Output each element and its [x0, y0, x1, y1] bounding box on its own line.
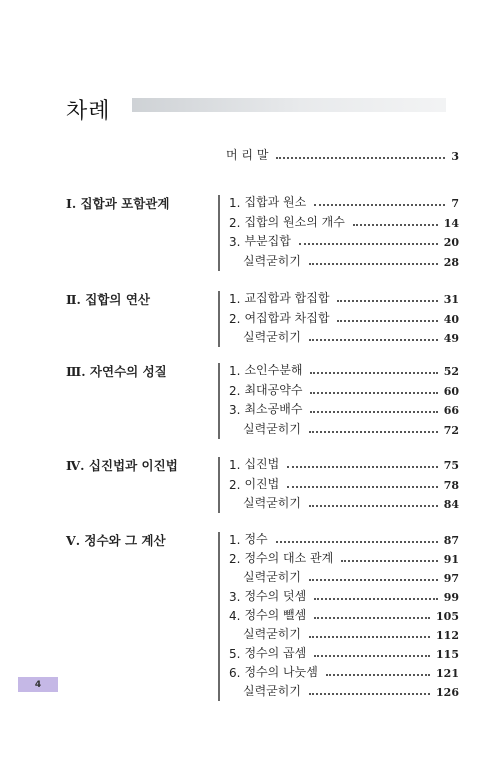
entry-label: 최대공약수	[244, 382, 303, 397]
entry-label: 실력굳히기	[243, 496, 301, 510]
preface-entry[interactable]	[226, 147, 459, 163]
dot-leader	[276, 541, 438, 543]
entry-label: 소인수분해	[244, 363, 303, 377]
dot-leader	[309, 636, 430, 638]
entry-number: 1.	[229, 458, 241, 472]
entry-label: 정수의 나눗셈	[244, 665, 318, 679]
page-number: 87	[443, 534, 459, 547]
page-number: 78	[443, 478, 459, 492]
page-number: 126	[436, 686, 459, 699]
dot-leader	[310, 392, 437, 394]
page-number: 115	[436, 648, 459, 661]
part-heading: Ⅴ. 정수와 그 계산	[66, 533, 166, 548]
entry-label: 최소공배수	[244, 402, 303, 416]
toc-entry[interactable]	[229, 382, 459, 398]
entry-number: 1.	[229, 196, 241, 210]
part-heading: Ⅰ. 집합과 포함관계	[66, 196, 170, 211]
entry-number: 4.	[229, 609, 241, 623]
entry-label: 집합과 원소	[244, 195, 307, 209]
toc-entry[interactable]	[229, 310, 459, 326]
dot-leader	[309, 339, 438, 341]
page-number: 66	[443, 404, 459, 417]
dot-leader	[310, 411, 437, 413]
page-number: 97	[443, 572, 459, 585]
toc-entry[interactable]	[229, 476, 459, 492]
toc-entry[interactable]	[229, 362, 459, 378]
page-number: 49	[443, 332, 459, 345]
entry-label: 부분집합	[244, 234, 291, 248]
toc-entry[interactable]	[229, 588, 459, 604]
entry-label: 교집합과 합집합	[244, 291, 330, 305]
entry-number: 5.	[229, 647, 241, 661]
page-number: 84	[443, 498, 459, 511]
toc-entry[interactable]	[229, 401, 459, 417]
page-number: 91	[443, 553, 459, 566]
page-folio: 4	[18, 677, 58, 692]
toc-entry[interactable]	[229, 569, 459, 585]
entry-label: 실력굳히기	[243, 684, 301, 698]
dot-leader	[287, 486, 437, 488]
entry-number: 1.	[229, 533, 241, 547]
dot-leader	[314, 204, 445, 206]
section-divider-line	[218, 291, 220, 347]
section-divider-line	[218, 195, 220, 271]
entry-number: 1.	[229, 292, 241, 306]
dot-leader	[353, 224, 438, 226]
section-divider-line	[218, 457, 220, 513]
entry-label: 실력굳히기	[243, 330, 301, 344]
dot-leader	[337, 320, 437, 322]
entry-number: 6.	[229, 666, 241, 680]
dot-leader	[309, 579, 438, 581]
entry-label: 여집합과 차집합	[244, 310, 330, 325]
dot-leader	[326, 674, 430, 676]
dot-leader	[309, 693, 430, 695]
toc-entry[interactable]	[229, 233, 459, 249]
toc-entry[interactable]	[229, 194, 459, 210]
entry-number: 3.	[229, 590, 241, 604]
page-number: 60	[443, 384, 459, 398]
entry-label: 정수	[244, 532, 268, 546]
preface-label: 머 리 말	[226, 148, 269, 162]
toc-entry[interactable]	[229, 664, 459, 680]
toc-entry[interactable]	[229, 626, 459, 642]
entry-label: 십진법	[244, 457, 280, 471]
entry-number: 3.	[229, 235, 241, 249]
toc-entry[interactable]	[229, 329, 459, 345]
entry-label: 정수의 덧셈	[244, 589, 307, 603]
toc-entry[interactable]	[229, 607, 459, 623]
dot-leader	[310, 372, 437, 374]
dot-leader	[309, 263, 438, 265]
dot-leader	[314, 598, 437, 600]
dot-leader	[276, 157, 445, 159]
toc-entry[interactable]	[229, 214, 459, 230]
entry-number: 3.	[229, 403, 241, 417]
dot-leader	[287, 466, 437, 468]
entry-label: 실력굳히기	[243, 421, 301, 436]
toc-entry[interactable]	[229, 421, 459, 437]
dot-leader	[309, 505, 438, 507]
page-number: 14	[443, 216, 459, 230]
part-heading: Ⅳ. 십진법과 이진법	[66, 458, 178, 473]
dot-leader	[337, 300, 437, 302]
entry-number: 2.	[229, 215, 241, 230]
page-number: 112	[436, 629, 459, 642]
page-number: 28	[443, 255, 459, 269]
entry-number: 2.	[229, 311, 241, 326]
page-number: 3	[451, 150, 459, 163]
entry-number: 2.	[229, 383, 241, 398]
page-number: 52	[443, 365, 459, 378]
page-number: 72	[443, 423, 459, 437]
dot-leader	[309, 431, 438, 433]
entry-number: 1.	[229, 364, 241, 378]
entry-number: 2.	[229, 477, 241, 492]
entry-label: 정수의 곱셈	[244, 646, 307, 660]
entry-number: 2.	[229, 552, 241, 566]
page-number: 99	[443, 591, 459, 604]
dot-leader	[314, 655, 430, 657]
section-divider-line	[218, 532, 220, 701]
part-heading: Ⅲ. 자연수의 성질	[66, 364, 167, 379]
entry-label: 정수의 뺄셈	[244, 608, 307, 622]
dot-leader	[299, 243, 438, 245]
page-number: 75	[443, 459, 459, 472]
toc-entry[interactable]	[229, 683, 459, 699]
entry-label: 정수의 대소 관계	[244, 551, 334, 565]
dot-leader	[314, 617, 430, 619]
section-divider-line	[218, 363, 220, 439]
page-number: 105	[436, 610, 459, 623]
title-decoration-band	[132, 98, 446, 112]
page-number: 31	[443, 293, 459, 306]
toc-entry[interactable]	[229, 290, 459, 306]
toc-entry[interactable]	[229, 531, 459, 547]
dot-leader	[341, 560, 437, 562]
toc-entry[interactable]	[229, 253, 459, 269]
toc-entry[interactable]	[229, 456, 459, 472]
toc-entry[interactable]	[229, 645, 459, 661]
part-heading: Ⅱ. 집합의 연산	[66, 292, 150, 307]
page-number: 20	[443, 236, 459, 249]
entry-label: 이진법	[244, 476, 280, 491]
toc-title: 차례	[66, 99, 111, 124]
page-number: 40	[443, 312, 459, 326]
toc-entry[interactable]	[229, 550, 459, 566]
entry-label: 집합의 원소의 개수	[244, 214, 345, 229]
page-number: 7	[451, 197, 459, 210]
page-number: 121	[436, 667, 459, 680]
entry-label: 실력굳히기	[243, 570, 301, 584]
entry-label: 실력굳히기	[243, 253, 301, 268]
toc-entry[interactable]	[229, 495, 459, 511]
entry-label: 실력굳히기	[243, 627, 301, 641]
